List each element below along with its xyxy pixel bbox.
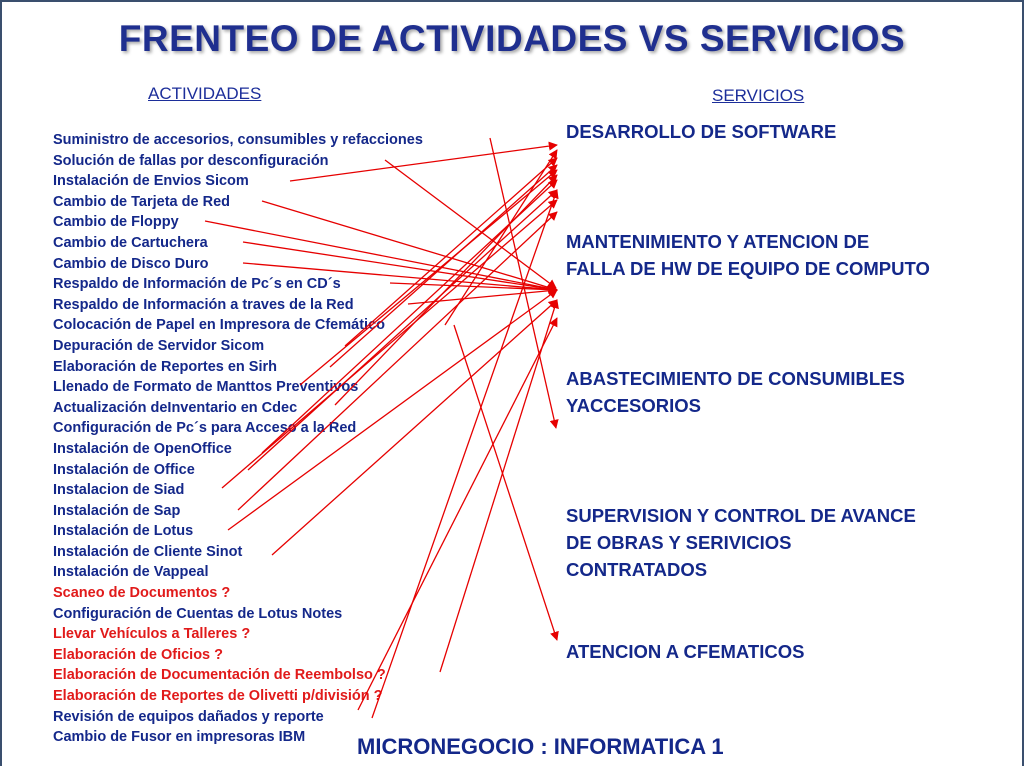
servicio-line: YACCESORIOS [566,395,702,416]
actividad-item: Suministro de accesorios, consumibles y refacciones [53,132,423,148]
servicio-line: DE OBRAS Y SERIVICIOS [566,532,792,553]
actividad-item: Instalación de Vappeal [53,564,209,581]
servicio-line: ATENCION A CFEMATICOS [566,641,805,662]
actividad-item: Respaldo de Información de Pc´s en CD´s [53,276,341,293]
actividad-item: Actualización deInventario en Cdec [53,399,298,416]
actividad-item: Cambio de Disco Duro [53,255,209,272]
actividad-item: Elaboración de Documentación de Reembolso ? [53,667,386,684]
actividad-item: Revisión de equipos dañados y reporte [53,708,324,725]
slide-title: FRENTEO DE ACTIVIDADES VS SERVICIOS [118,18,906,59]
actividad-item: Instalacion de Siad [53,482,185,499]
actividad-item: Instalación de Cliente Sinot [53,543,243,560]
servicio-cfematicos [566,638,804,665]
actividad-item: Cambio de Fusor en impresoras IBM [53,729,306,746]
actividad-item: Elaboración de Reportes en Sirh [53,358,277,375]
servicio-abastecimiento [566,365,905,419]
servicio-line: FALLA DE HW DE EQUIPO DE COMPUTO [566,258,930,279]
servicio-line: DESARROLLO DE SOFTWARE [566,121,837,142]
actividad-item: Configuración de Cuentas de Lotus Notes [53,605,343,622]
actividad-item: Instalación de Office [53,461,195,478]
servicios-header: SERVICIOS [712,86,805,105]
actividad-item: Instalación de Lotus [53,523,194,540]
servicio-line: SUPERVISION Y CONTROL DE AVANCE [566,505,916,526]
actividades-list [53,130,423,748]
servicio-line: ABASTECIMIENTO DE CONSUMIBLES [566,368,905,389]
servicio-desarrollo-software [566,118,836,145]
actividad-item: Elaboración de Reportes de Olivetti p/división ? [53,688,383,705]
actividad-item: Instalación de Sap [53,502,181,519]
actividades-header: ACTIVIDADES [148,84,262,103]
actividad-item: Colocación de Papel en Impresora de Cfemático [53,317,385,334]
actividad-item: Llenado de Formato de Manttos Preventivos [53,379,359,396]
servicio-supervision [566,502,916,583]
actividad-item: Depuración de Servidor Sicom [53,337,265,354]
actividad-item: Instalación de OpenOffice [53,440,232,457]
actividad-item: Llevar Vehículos a Talleres ? [53,626,251,643]
actividad-item: Cambio de Tarjeta de Red [53,193,230,210]
actividad-item: Configuración de Pc´s para Acceso a la Red [53,420,357,437]
footer-label: MICRONEGOCIO : INFORMATICA 1 [357,734,724,759]
servicio-mantenimiento [566,228,930,282]
servicio-line: MANTENIMIENTO Y ATENCION DE [566,231,870,252]
actividad-item: Scaneo de Documentos ? [53,585,231,602]
actividad-item: Cambio de Cartuchera [53,234,208,251]
actividad-item: Respaldo de Información a traves de la Red [53,296,354,313]
servicio-line: CONTRATADOS [566,559,708,580]
actividad-item: Cambio de Floppy [53,214,179,231]
actividad-item: Solución de fallas por desconfiguración [53,152,329,169]
actividad-item: Elaboración de Oficios ? [53,646,224,663]
actividad-item: Instalación de Envios Sicom [53,173,249,190]
